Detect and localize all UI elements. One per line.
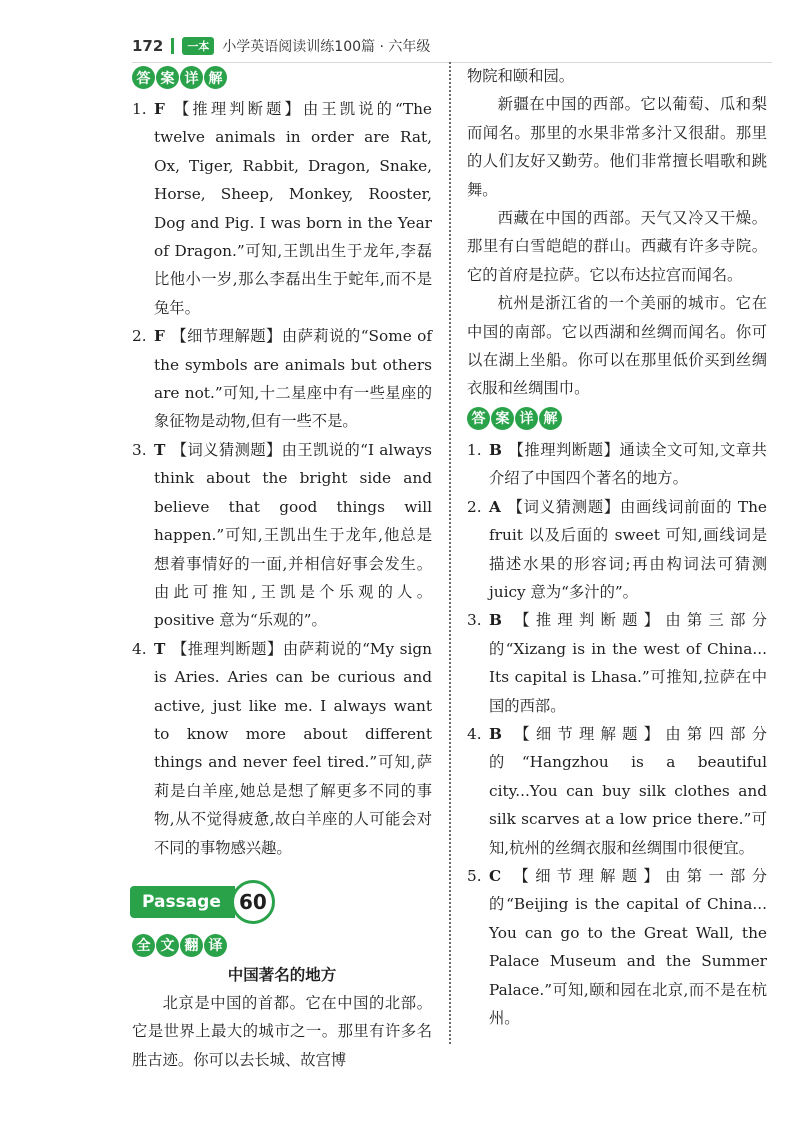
- column-divider: [449, 62, 451, 1044]
- badge-char: 案: [491, 407, 514, 430]
- answer-letter: F: [154, 100, 165, 118]
- answer-number: 2.: [132, 327, 147, 346]
- answer-number: 1.: [132, 100, 147, 118]
- translation-paragraph: 北京是中国的首都。它在中国的北部。它是世界上最大的城市之一。那里有许多名胜古迹。你可以去长城、故宫博: [132, 993, 432, 1069]
- answer-item: [467, 493, 767, 607]
- answer-explanation: 由王凯说的“I always think about the bright side and believe that good things will happen.”可知,王凯出生于龙年,他总是想着事情好的一面,并相信好事会发生。由此可推知,王凯是个乐观的人。positive 意为“乐观的”。: [154, 440, 432, 630]
- translation-paragraph: 西藏在中国的西部。天气又冷又干燥。那里有白雪皑皑的群山。西藏有许多寺院。它的首府是拉萨。它以布达拉宫而闻名。: [467, 209, 767, 284]
- answer-item: [132, 95, 432, 322]
- answer-item: [467, 862, 767, 1032]
- answer-item: [467, 720, 767, 862]
- question-type-tag: 【细节理解题】: [507, 724, 666, 743]
- badge-char: 翻: [180, 934, 203, 957]
- passage-label: Passage: [130, 886, 235, 918]
- answer-explanation: 由画线词前面的 The fruit 以及后面的 sweet 可知,画线词是描述水果的形容词;再由构词法可猜测 juicy 意为“多汁的”。: [489, 497, 767, 601]
- question-type-tag: 【词义猜测题】: [506, 497, 620, 516]
- translation-paragraph: 新疆在中国的西部。它以葡萄、瓜和梨而闻名。那里的水果非常多汁又很甜。那里的人们友好又勤劳。他们非常擅长唱歌和跳舞。: [467, 95, 767, 199]
- header-divider: [171, 38, 174, 54]
- answer-item: [467, 436, 767, 493]
- answer-explanation: 由第一部分的“Beijing is the capital of China... You can go to the Great Wall, the Palace Museum and the Summer Palace.”可知,颐和园在北京,而不是在杭州。: [489, 866, 767, 1027]
- answer-explanation: 由第四部分的“Hangzhou is a beautiful city...You can buy silk clothes and silk scarves at a low price there.”可知,杭州的丝绸衣服和丝绸围巾很便宜。: [489, 724, 767, 857]
- question-type-tag: 【推理判断题】: [170, 100, 303, 118]
- answer-explanation: 由萨莉说的“Some of the symbols are animals but others are not.”可知,十二星座中有一些星座的象征物是动物,但有一些不是。: [154, 327, 432, 431]
- left-column: [132, 62, 432, 1074]
- question-type-tag: 【词义猜测题】: [171, 440, 282, 459]
- page-header: [132, 30, 772, 63]
- badge-char: 解: [204, 66, 227, 89]
- answer-explanation: 由第三部分的“Xizang is in the west of China... Its capital is Lhasa.”可推知,拉萨在中国的西部。: [489, 611, 767, 715]
- answer-item: [132, 436, 432, 635]
- question-type-tag: 【推理判断题】: [507, 440, 620, 459]
- answer-explanation: 由王凯说的“The twelve animals in order are Rat, Ox, Tiger, Rabbit, Dragon, Snake, Horse, Sheep, Monkey, Rooster, Dog and Pig. I was born in the Year of Dragon.”可知,王凯出生于龙年,李磊比他小一岁,那么李磊出生于蛇年,而不是兔年。: [154, 100, 432, 317]
- right-column: [467, 62, 767, 1032]
- answer-explanation-badge: [467, 407, 767, 430]
- question-type-tag: 【推理判断题】: [171, 639, 283, 658]
- answer-number: 5.: [467, 866, 482, 885]
- badge-char: 答: [467, 407, 490, 430]
- badge-char: 文: [156, 934, 179, 957]
- answer-letter: A: [489, 497, 501, 516]
- badge-char: 案: [156, 66, 179, 89]
- badge-char: 详: [515, 407, 538, 430]
- answer-number: 2.: [467, 497, 482, 516]
- passage-banner: [130, 880, 432, 924]
- answer-letter: T: [154, 639, 166, 658]
- book-title: 小学英语阅读训练100篇 · 六年级: [222, 39, 431, 55]
- answer-letter: B: [489, 724, 502, 743]
- badge-char: 译: [204, 934, 227, 957]
- passage-number: 60: [231, 880, 275, 924]
- answer-number: 3.: [467, 611, 482, 630]
- answer-letter: F: [154, 327, 165, 346]
- answer-list: [467, 436, 767, 1033]
- brand-logo: 一本: [182, 37, 214, 55]
- answer-explanation: 通读全文可知,文章共介绍了中国四个著名的地方。: [489, 440, 767, 488]
- answer-item: [467, 606, 767, 720]
- translation-paragraph: 杭州是浙江省的一个美丽的城市。它在中国的南部。它以西湖和丝绸而闻名。你可以在湖上坐船。你可以在那里低价买到丝绸衣服和丝绸围巾。: [467, 294, 767, 398]
- answer-number: 3.: [132, 440, 147, 459]
- answer-number: 4.: [467, 724, 482, 743]
- question-type-tag: 【推理判断题】: [507, 611, 666, 630]
- badge-char: 解: [539, 407, 562, 430]
- answer-letter: B: [489, 611, 502, 630]
- full-translation-badge: [132, 934, 432, 957]
- page-number: 172: [132, 37, 164, 55]
- question-type-tag: 【细节理解题】: [170, 327, 282, 346]
- translation-paragraph-continued: 物院和颐和园。: [467, 67, 575, 85]
- answer-item: [132, 635, 432, 862]
- answer-letter: T: [154, 440, 166, 459]
- answer-list: [132, 95, 432, 862]
- answer-letter: C: [489, 866, 502, 885]
- answer-number: 4.: [132, 639, 147, 658]
- answer-item: [132, 322, 432, 436]
- answer-letter: B: [489, 440, 502, 459]
- translation-title: 中国著名的地方: [227, 965, 337, 984]
- answer-explanation-badge: [132, 66, 432, 89]
- answer-number: 1.: [467, 440, 482, 459]
- answer-explanation: 由萨莉说的“My sign is Aries. Aries can be curious and active, just like me. I always want to know more about different things and never feel tired.”可知,萨莉是白羊座,她总是想了解更多不同的事物,从不觉得疲惫,故白羊座的人可能会对不同的事物感兴趣。: [154, 639, 432, 857]
- badge-char: 答: [132, 66, 155, 89]
- badge-char: 全: [132, 934, 155, 957]
- badge-char: 详: [180, 66, 203, 89]
- question-type-tag: 【细节理解题】: [507, 866, 666, 885]
